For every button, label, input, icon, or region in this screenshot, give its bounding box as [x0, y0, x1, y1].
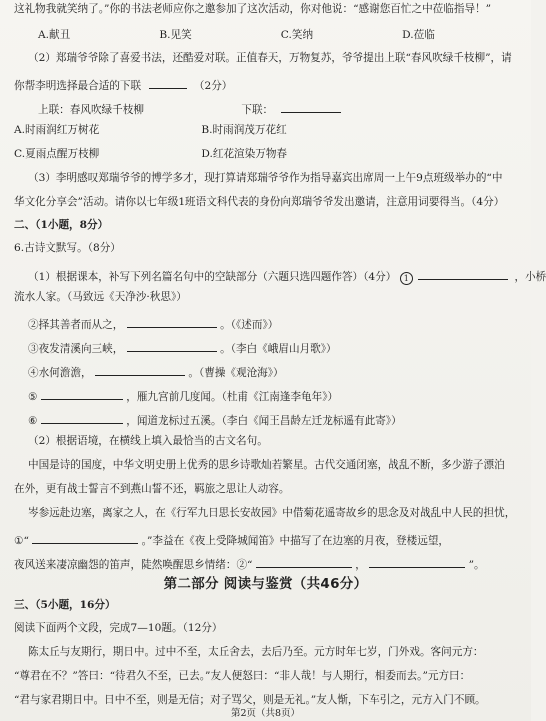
q6-item-6: ⑥ ，闻道龙标过五溪。（李白《闻王昌龄左迁龙标遥有此寄》）	[28, 412, 531, 427]
passage-line-1: 陈太丘与友期行，期日中。过中不至，太丘舍去，去后乃至。元方时年七岁，门外戏。客问元方：	[28, 646, 484, 658]
options-row-1	[38, 30, 531, 41]
q6-item-3: ③夜发清溪向三峡， 。（李白《峨眉山月歌》）	[28, 340, 531, 355]
section-3-heading: 三、（5小题，16分）	[14, 599, 116, 611]
q6-1-intro: （1）根据课本，补写下列名篇名句中的空缺部分（六题只选四题作答）（4分） 1 ，小桥	[28, 268, 531, 285]
circle-1: 1	[400, 272, 413, 285]
context-line-4: ①“ 。”李益在《夜上受降城闻笛》中描写了在边塞的月夜，登楼远望，	[14, 532, 531, 547]
question-3-line-2: 华文化分享会”活动。请你以七年级1班语文科代表的身份向郑瑞爷爷发出邀请，注意用词要得当。（4分）	[14, 196, 505, 208]
passage-line-3: “君与家君期日中。日中不至，则是无信；对子骂父，则是无礼。”友人惭，下车引之，元方入门不顾。	[14, 694, 486, 706]
answer-blank[interactable]	[149, 77, 187, 89]
q6-2-intro: （2）根据语境，在横线上填入最恰当的古文名句。	[28, 435, 268, 447]
q6-item-2: ②择其善者而从之， 。（《述而》）	[28, 316, 531, 331]
context-line-2: 在外，更有战士誓言不到燕山誓不还，羁旅之思让人动容。	[14, 483, 290, 495]
options-row-2	[14, 125, 531, 136]
reading-instruction: 阅读下面两个文段，完成7—10题。（12分）	[14, 622, 223, 634]
context-line-1: 中国是诗的国度，中华文明史册上优秀的思乡诗歌灿若繁星。古代交通闭塞，战乱不断，多少游子漂泊	[28, 459, 505, 471]
q6-item-4: ④水何澹澹， 。（曹操《观沧海》）	[28, 364, 531, 379]
blank-4[interactable]	[95, 364, 185, 376]
question-2-line-2: 你帮李明选择最合适的下联 （2分）	[14, 77, 531, 92]
blank-2[interactable]	[127, 316, 217, 328]
blank-1[interactable]	[418, 268, 508, 280]
context-line-3: 岑参远赴边塞，离家之人，在《行军九日思长安故园》中借菊花遥寄故乡的思念及对战乱中人民的担忧，	[28, 507, 516, 519]
blank-6[interactable]	[41, 412, 123, 424]
context-line-5: 夜风送来凄凉幽怨的笛声，陡然唤醒思乡情绪：②“ ， ”。	[14, 556, 531, 571]
section-2-heading: 二、（1小题，8分）	[14, 219, 109, 231]
q6-item-5: ⑤ ，雁九宫前几度闻。（杜甫《江南逢李龟年》）	[28, 388, 531, 403]
couplet-row: 上联：春风吹绿千枝柳 下联：	[38, 101, 531, 116]
question-2-line-1: （2）郑瑞爷爷除了喜爱书法，还酷爱对联。正值春天，万物复苏，爷爷提出上联“春风吹绿千枝柳”，请	[28, 52, 512, 64]
option-d: D.莅临	[402, 29, 435, 41]
blank-poem-2b[interactable]	[369, 556, 465, 568]
option-c2: C.夏雨点醒万枝柳	[14, 148, 100, 160]
option-b2: B.时雨润茂万花红	[201, 124, 287, 136]
page-footer: 第2页（共8页）	[230, 708, 301, 719]
q6-1-source: 流水人家。（马致远《天净沙·秋思》）	[14, 291, 187, 303]
part-2-heading: 第二部分 阅读与鉴赏（共46分）	[163, 576, 368, 592]
question-6-heading: 6.古诗文默写。（8分）	[14, 242, 121, 254]
option-d2: D.红花渲染万物春	[201, 148, 288, 160]
couplet-blank[interactable]	[281, 101, 341, 113]
blank-5[interactable]	[41, 388, 123, 400]
option-c: C.笑纳	[280, 29, 314, 41]
blank-3[interactable]	[127, 340, 217, 352]
blank-poem-2a[interactable]	[256, 556, 352, 568]
blank-poem-1[interactable]	[32, 532, 138, 544]
option-a2: A.时雨润红万树花	[14, 124, 100, 136]
option-a: A.献丑	[38, 29, 71, 41]
text-line-1: 这礼物我就笑纳了。”你的书法老师应你之邀参加了这次活动，你对他说：“感谢您百忙之中莅临指导！”	[14, 3, 492, 15]
passage-line-2: “尊君在不？”答曰：“待君久不至，已去。”友人便怒曰：“非人哉！与人期行，相委而去。”元方曰：	[14, 670, 471, 682]
option-b: B.见笑	[159, 29, 192, 41]
question-3-line-1: （3）李明感叹郑瑞爷爷的博学多才，现打算请郑瑞爷爷作为指导嘉宾出席周一上午9点班级举办的“中	[28, 172, 503, 184]
options-row-3	[14, 149, 531, 160]
